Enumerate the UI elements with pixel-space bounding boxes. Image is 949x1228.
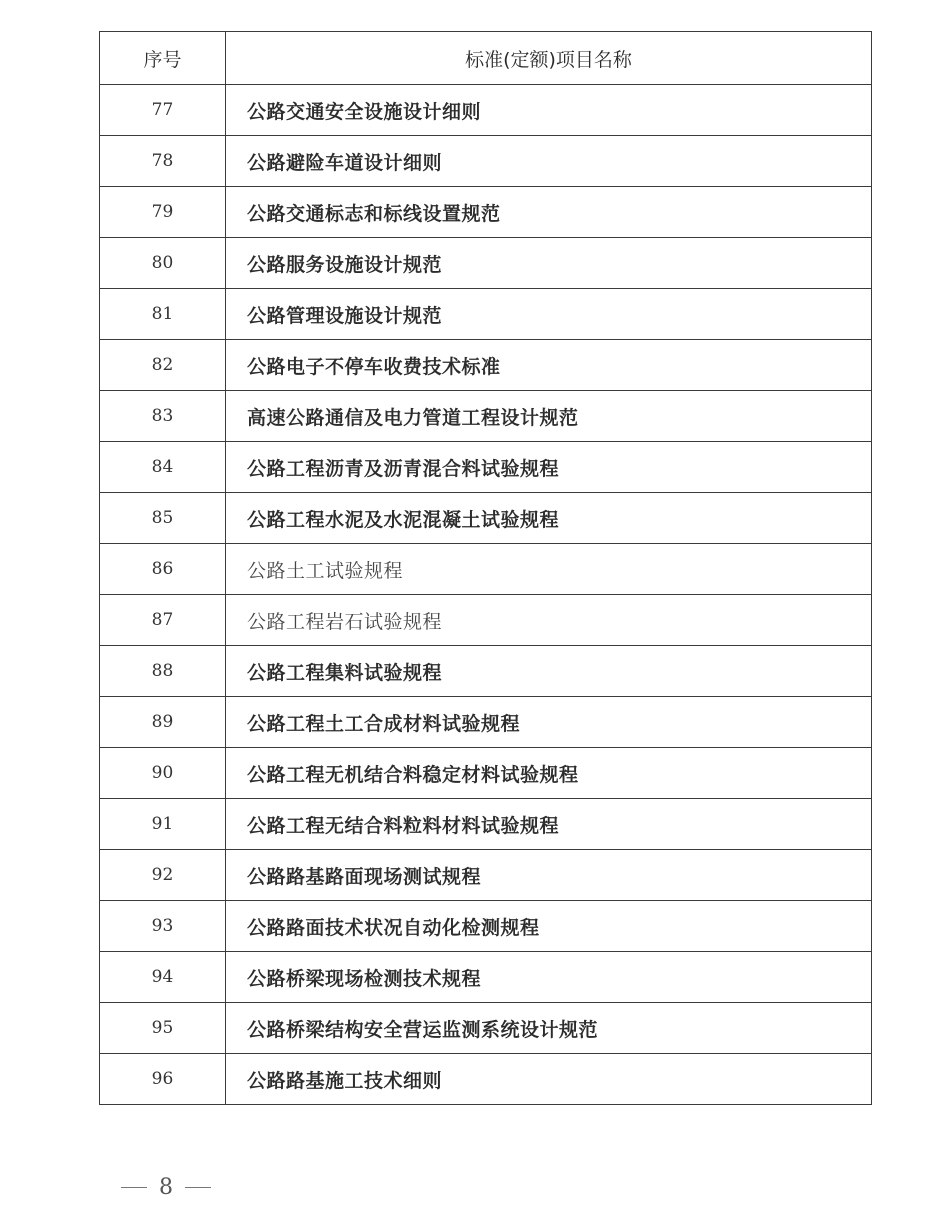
table-header-row: [100, 32, 872, 85]
table-row: [100, 646, 872, 697]
row-serial-number: 89: [100, 697, 226, 748]
row-project-name: 公路工程无机结合料稳定材料试验规程: [226, 748, 872, 799]
row-project-name: 公路桥梁结构安全营运监测系统设计规范: [226, 1003, 872, 1054]
row-serial-number: 80: [100, 238, 226, 289]
row-project-name: 公路路基施工技术细则: [226, 1054, 872, 1105]
table-row: [100, 697, 872, 748]
standards-table: [99, 31, 872, 1105]
footer-dash-left: [121, 1187, 147, 1189]
table-row: [100, 595, 872, 646]
row-project-name: 公路服务设施设计规范: [226, 238, 872, 289]
table-row: [100, 238, 872, 289]
row-serial-number: 84: [100, 442, 226, 493]
table-row: [100, 901, 872, 952]
row-serial-number: 92: [100, 850, 226, 901]
row-project-name: 公路避险车道设计细则: [226, 136, 872, 187]
row-project-name: 公路工程水泥及水泥混凝土试验规程: [226, 493, 872, 544]
row-project-name: 公路工程沥青及沥青混合料试验规程: [226, 442, 872, 493]
row-project-name: 公路土工试验规程: [226, 544, 872, 595]
table-row: [100, 85, 872, 136]
row-project-name: 公路工程无结合料粒料材料试验规程: [226, 799, 872, 850]
row-serial-number: 82: [100, 340, 226, 391]
row-serial-number: 90: [100, 748, 226, 799]
row-project-name: 公路管理设施设计规范: [226, 289, 872, 340]
row-serial-number: 81: [100, 289, 226, 340]
row-serial-number: 78: [100, 136, 226, 187]
table-row: [100, 952, 872, 1003]
row-project-name: 公路工程集料试验规程: [226, 646, 872, 697]
row-project-name: 公路电子不停车收费技术标准: [226, 340, 872, 391]
row-serial-number: 83: [100, 391, 226, 442]
table-row: [100, 850, 872, 901]
row-project-name: 高速公路通信及电力管道工程设计规范: [226, 391, 872, 442]
row-project-name: 公路工程岩石试验规程: [226, 595, 872, 646]
row-serial-number: 96: [100, 1054, 226, 1105]
table-row: [100, 748, 872, 799]
row-serial-number: 77: [100, 85, 226, 136]
table-row: [100, 340, 872, 391]
row-project-name: 公路交通安全设施设计细则: [226, 85, 872, 136]
page-number: 8: [159, 1175, 173, 1200]
row-serial-number: 91: [100, 799, 226, 850]
row-serial-number: 85: [100, 493, 226, 544]
row-serial-number: 87: [100, 595, 226, 646]
header-serial-number: 序号: [100, 32, 226, 85]
row-project-name: 公路工程土工合成材料试验规程: [226, 697, 872, 748]
table-row: [100, 799, 872, 850]
row-serial-number: 93: [100, 901, 226, 952]
row-project-name: 公路路基路面现场测试规程: [226, 850, 872, 901]
row-project-name: 公路路面技术状况自动化检测规程: [226, 901, 872, 952]
table-row: [100, 1003, 872, 1054]
footer-dash-right: [185, 1187, 211, 1189]
table-row: [100, 136, 872, 187]
table-body: [100, 85, 872, 1105]
header-project-name: 标准(定额)项目名称: [226, 32, 872, 85]
table-row: [100, 391, 872, 442]
table-row: [100, 442, 872, 493]
table-row: [100, 493, 872, 544]
row-serial-number: 94: [100, 952, 226, 1003]
row-project-name: 公路交通标志和标线设置规范: [226, 187, 872, 238]
table-row: [100, 544, 872, 595]
row-serial-number: 86: [100, 544, 226, 595]
row-serial-number: 88: [100, 646, 226, 697]
table-row: [100, 187, 872, 238]
row-serial-number: 79: [100, 187, 226, 238]
table-row: [100, 289, 872, 340]
row-serial-number: 95: [100, 1003, 226, 1054]
page-footer: [121, 1175, 211, 1200]
row-project-name: 公路桥梁现场检测技术规程: [226, 952, 872, 1003]
table-row: [100, 1054, 872, 1105]
